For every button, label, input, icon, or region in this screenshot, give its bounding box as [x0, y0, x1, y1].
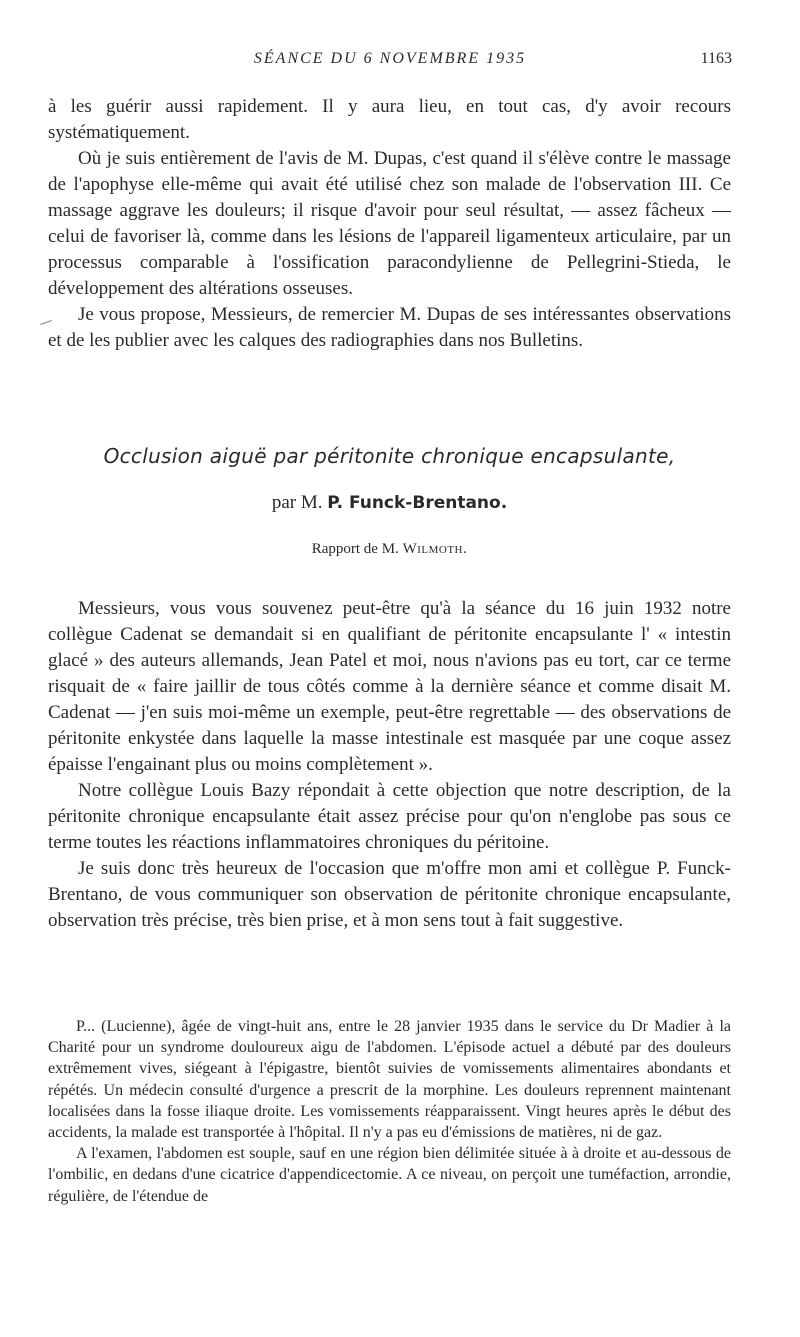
running-title: SÉANCE DU 6 NOVEMBRE 1935	[253, 50, 527, 67]
case-report	[48, 1016, 731, 1207]
paragraph-proposal: Je vous propose, Messieurs, de remercier M. Dupas de ses intéressantes observations et de les publier avec les calques des radiographies dans nos Bulletins.	[48, 304, 731, 351]
byline-prefix: par M.	[271, 492, 323, 513]
paragraph-dupas-opinion: Où je suis entièrement de l'avis de M. Dupas, c'est quand il s'élève contre le massage de l'apophyse elle-même qui avait été utilisé chez son malade de l'observation III. Ce massage aggrave les douleurs; il risque d'avoir pour seul résultat, — assez fâcheux — celui de favoriser là, comme dans les lésions de l'appareil ligamenteux articulaire, par un processus comparable à l'ossification paracondylienne de Pellegrini-Stieda, le développement des altérations osseuses.	[48, 148, 731, 299]
running-head	[48, 50, 732, 74]
paragraph-bazy: Notre collègue Louis Bazy répondait à cette objection que notre description, de la péritonite chronique encapsulante était assez précise pour qu'on n'englobe pas sous ce terme toutes les réactions inflammatoires chroniques du péritoine.	[48, 780, 731, 853]
paragraph-continuation: à les guérir aussi rapidement. Il y aura lieu, en tout cas, d'y avoir recours systématiquement.	[48, 96, 731, 143]
article-byline	[48, 492, 731, 514]
page-number: 1163	[700, 50, 732, 67]
report-rapporteur: Wilmoth.	[402, 541, 468, 557]
paragraph-examination: A l'examen, l'abdomen est souple, sauf en une région bien délimitée située à à droite et au-dessous de l'ombilic, en dedans d'une cicatrice d'appendicectomie. A ce niveau, on perçoit une tuméfaction, arrondie, régulière, de l'étendue de	[48, 1145, 731, 1205]
byline-author: P. Funck-Brentano.	[327, 493, 508, 513]
report-line	[48, 541, 731, 558]
article-title: Occlusion aiguë par péritonite chronique encapsulante,	[103, 444, 676, 468]
paragraph-funck-brentano: Je suis donc très heureux de l'occasion que m'offre mon ami et collègue P. Funck-Brentano, de vous communiquer son observation de péritonite chronique encapsulante, observation très précise, très bien prise, et à mon sens tout à fait suggestive.	[48, 858, 731, 931]
opening-section	[48, 94, 731, 354]
article-body	[48, 596, 731, 934]
report-prefix: Rapport de M.	[311, 541, 399, 557]
paragraph-case-history: P... (Lucienne), âgée de vingt-huit ans, entre le 28 janvier 1935 dans le service du Dr Madier à la Charité pour un syndrome douloureux aigu de l'abdomen. L'épisode actuel a débuté par des douleurs extrêmement vives, siégeant à l'épigastre, bientôt suivies de vomissements alimentaires abondants et répétés. Un médecin consulté d'urgence a prescrit de la morphine. Les douleurs reprennent maintenant localisées dans la fosse iliaque droite. Les vomissements réapparaissent. Vingt heures après le début des accidents, la malade est transportée à l'hôpital. Il n'y a pas eu d'émissions de matières, ni de gaz.	[48, 1018, 731, 1142]
paragraph-cadenat: Messieurs, vous vous souvenez peut-être qu'à la séance du 16 juin 1932 notre collègue Cadenat se demandait si en qualifiant de péritonite encapsulante l' « intestin glacé » des auteurs allemands, Jean Patel et moi, nous n'avions pas eu tort, car ce terme risquait de « faire jaillir de tous côtés comme à la dernière séance et comme disait M. Cadenat — j'en suis moi-même un exemple, peut-être regrettable — des observations de péritonite enkystée dans laquelle la masse intestinale est masquée par une coque assez épaisse l'engainant plus ou moins complètement ».	[48, 598, 731, 775]
